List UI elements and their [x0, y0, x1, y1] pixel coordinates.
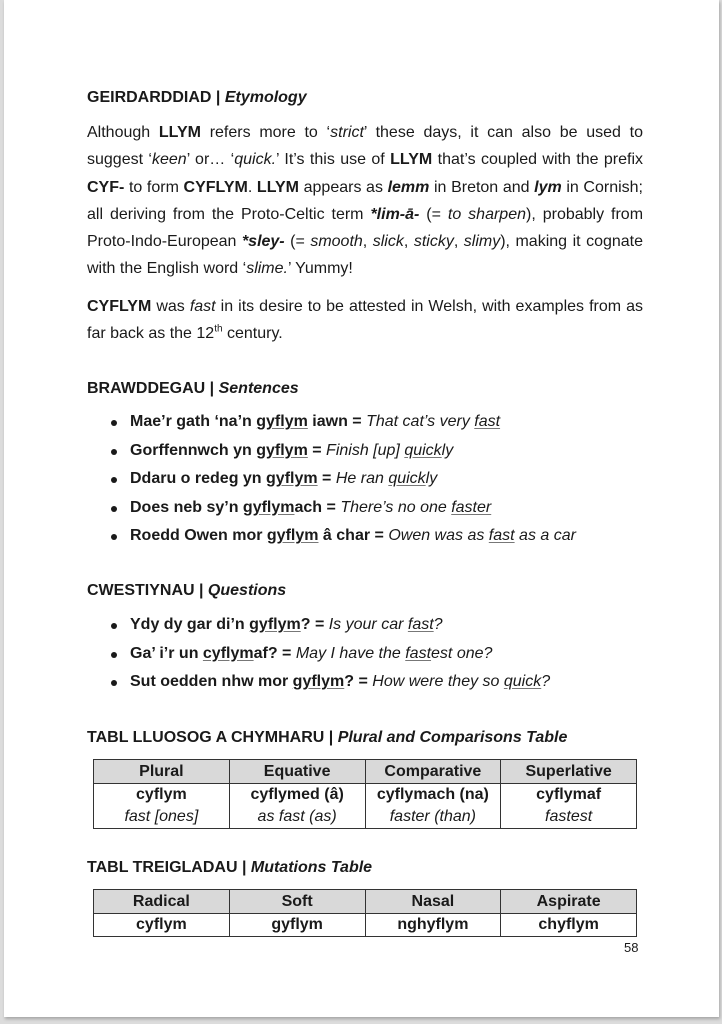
sentences-heading — [87, 379, 643, 399]
cell-equative — [229, 784, 365, 829]
text-run: Owen was as — [388, 527, 489, 544]
text-run: . — [247, 178, 257, 196]
text-run: May I have the — [295, 644, 406, 662]
text-run: Does neb sy’n — [130, 498, 243, 516]
sentence-item — [87, 494, 643, 523]
underlined-stem: gyflym — [266, 527, 319, 544]
cell-radical: cyflym — [94, 914, 230, 937]
text-run: Mutations Table — [250, 859, 373, 876]
underlined-stem: gyflym — [292, 673, 345, 690]
text-run: ly — [441, 441, 454, 459]
underlined-stem: quick — [388, 470, 426, 487]
question-item — [87, 668, 643, 697]
text-run: TABL LLUOSOG A CHYMHARU | — [87, 729, 338, 746]
text-run: strict — [330, 124, 364, 141]
etymology-heading — [87, 88, 643, 108]
page-number: 58 — [624, 940, 639, 955]
text-run: = — [307, 441, 327, 459]
comparison-table — [93, 759, 637, 829]
text-run: , — [453, 233, 464, 251]
sentence-item — [87, 465, 643, 494]
text-run: Sut oedden nhw mor — [130, 673, 293, 690]
header-aspirate: Aspirate — [501, 890, 637, 914]
english-gloss: as fast (as) — [257, 808, 337, 825]
text-run: slime. — [246, 260, 288, 278]
cell-superlative — [501, 784, 637, 829]
text-run: that’s coupled with the prefix — [432, 151, 644, 169]
text-run: CYFLYM — [87, 298, 152, 315]
english-gloss: fastest — [545, 808, 593, 825]
cell-nasal: nghyflym — [365, 914, 501, 937]
underlined-stem: gyflym — [266, 470, 318, 487]
document-page — [4, 0, 719, 1017]
text-run: ’ these days, it can also be used to suggest ‘ — [87, 124, 644, 169]
text-run: slick — [372, 233, 404, 251]
text-run: , — [403, 233, 414, 251]
text-run: ’ or… ‘ — [186, 151, 235, 169]
text-run: iawn = — [307, 413, 367, 430]
text-run: Gorffennwch yn — [130, 441, 257, 459]
underlined-stem: gyflym — [256, 413, 308, 430]
text-run: CYFLYM — [183, 178, 248, 196]
text-run: in Breton and — [429, 178, 535, 196]
text-run: CYF- — [87, 178, 125, 196]
text-run: CWESTIYNAU | — [87, 582, 208, 599]
questions-list — [87, 611, 643, 697]
text-run: slimy — [463, 233, 501, 251]
mutation-table — [93, 889, 637, 937]
text-run: ’ It’s this use of — [276, 151, 391, 169]
text-run: to sharpen — [447, 205, 527, 223]
text-run: lym — [534, 178, 562, 196]
text-run: appears as — [299, 178, 388, 196]
text-run: ), making it cognate with the English word ‘ — [87, 233, 644, 278]
etymology-paragraph — [87, 119, 643, 283]
text-run: Ga’ i’r un — [130, 644, 203, 662]
text-run: , — [362, 233, 373, 251]
text-run: refers more to ‘ — [200, 124, 331, 141]
text-run: (= — [284, 233, 311, 251]
text-run: est one? — [431, 644, 493, 662]
text-run: *lim-ā- — [370, 205, 420, 223]
sentence-item — [87, 522, 643, 551]
header-superlative: Superlative — [501, 760, 637, 784]
english-gloss: faster (than) — [389, 808, 476, 825]
text-run: th — [214, 323, 223, 335]
questions-heading — [87, 581, 643, 601]
cell-comparative — [365, 784, 501, 829]
text-run: ), probably from Proto-Indo-European — [87, 205, 644, 251]
underlined-stem: fast — [488, 527, 515, 544]
header-plural: Plural — [94, 760, 230, 784]
mutation-table-heading — [87, 858, 643, 878]
header-soft: Soft — [229, 890, 365, 914]
text-run: Although — [87, 124, 159, 141]
text-run: to form — [124, 178, 184, 196]
text-run: (= — [419, 205, 448, 223]
underlined-stem: fast — [474, 413, 501, 430]
underlined-stem: gyflym — [242, 498, 295, 516]
cell-soft: gyflym — [229, 914, 365, 937]
cell-aspirate: chyflym — [501, 914, 637, 937]
underlined-stem: quick — [404, 441, 442, 459]
text-run: smooth — [310, 233, 363, 251]
header-nasal: Nasal — [365, 890, 501, 914]
welsh-form: cyflymaf — [536, 786, 602, 803]
text-run: ? — [433, 616, 443, 633]
text-run: ? = — [344, 673, 373, 690]
text-run: Roedd Owen mor — [130, 527, 267, 544]
text-run: = — [317, 470, 336, 487]
text-run: century. — [222, 325, 283, 343]
header-equative: Equative — [229, 760, 365, 784]
question-item — [87, 611, 643, 640]
welsh-form: cyflymach (na) — [376, 786, 489, 803]
text-run: There’s no one — [340, 498, 452, 516]
text-run: af? = — [253, 644, 296, 662]
underlined-stem: cyflym — [202, 644, 254, 662]
text-run: How were they so — [372, 673, 504, 690]
text-run: TABL TREIGLADAU | — [87, 859, 251, 876]
text-run: ’ Yummy! — [287, 260, 353, 278]
comparison-table-heading — [87, 728, 643, 748]
text-run: LLYM — [158, 124, 201, 141]
text-run: Ydy dy gar di’n — [130, 616, 250, 633]
text-run: BRAWDDEGAU | — [87, 380, 219, 397]
underlined-stem: gyflym — [256, 441, 308, 459]
text-run: Questions — [207, 582, 287, 599]
english-gloss: fast [ones] — [124, 808, 199, 825]
text-run: Is your car — [328, 616, 408, 633]
text-run: Mae’r gath ‘na’n — [130, 413, 257, 430]
underlined-stem: fast — [405, 644, 432, 662]
text-run: Plural and Comparisons Table — [337, 729, 568, 746]
sentences-list — [87, 408, 643, 551]
text-run: sticky — [413, 233, 454, 251]
underlined-stem: quick — [503, 673, 542, 690]
text-run: quick. — [234, 151, 277, 169]
text-run: Ddaru o redeg yn — [130, 470, 267, 487]
text-run: was — [151, 298, 190, 315]
underlined-stem: fast — [407, 616, 434, 633]
text-run: ach = — [294, 498, 341, 516]
underlined-stem: gyflym — [249, 616, 301, 633]
text-run: fast — [189, 298, 216, 315]
text-run: as a car — [514, 527, 576, 544]
text-run: keen — [152, 151, 187, 169]
text-run: *sley- — [241, 233, 285, 251]
text-run: ? — [541, 673, 551, 690]
text-run: ? = — [300, 616, 329, 633]
text-run: in its desire to be attested in Welsh, with examples from as far back as the 12 — [87, 298, 643, 343]
text-run: Sentences — [218, 380, 299, 397]
attestation-paragraph — [87, 293, 643, 348]
welsh-form: cyflym — [136, 786, 187, 803]
text-run: LLYM — [256, 178, 299, 196]
text-run: in Cornish; all deriving from the Proto-Celtic term — [87, 178, 644, 223]
cell-plural — [94, 784, 230, 829]
question-item — [87, 640, 643, 669]
text-run: He ran — [335, 470, 389, 487]
text-run: Etymology — [224, 89, 307, 106]
header-radical: Radical — [94, 890, 230, 914]
text-run: Finish [up] — [326, 441, 405, 459]
header-comparative: Comparative — [365, 760, 501, 784]
sentence-item — [87, 437, 643, 466]
text-run: LLYM — [390, 151, 433, 169]
sentence-item — [87, 408, 643, 437]
text-run: That cat’s very — [366, 413, 475, 430]
underlined-stem: faster — [451, 498, 492, 516]
text-run: â char = — [318, 527, 389, 544]
welsh-form: cyflymed (â) — [250, 786, 344, 803]
text-run: ly — [425, 470, 438, 487]
text-run: GEIRDARDDIAD | — [87, 89, 225, 106]
text-run: lemm — [387, 178, 430, 196]
